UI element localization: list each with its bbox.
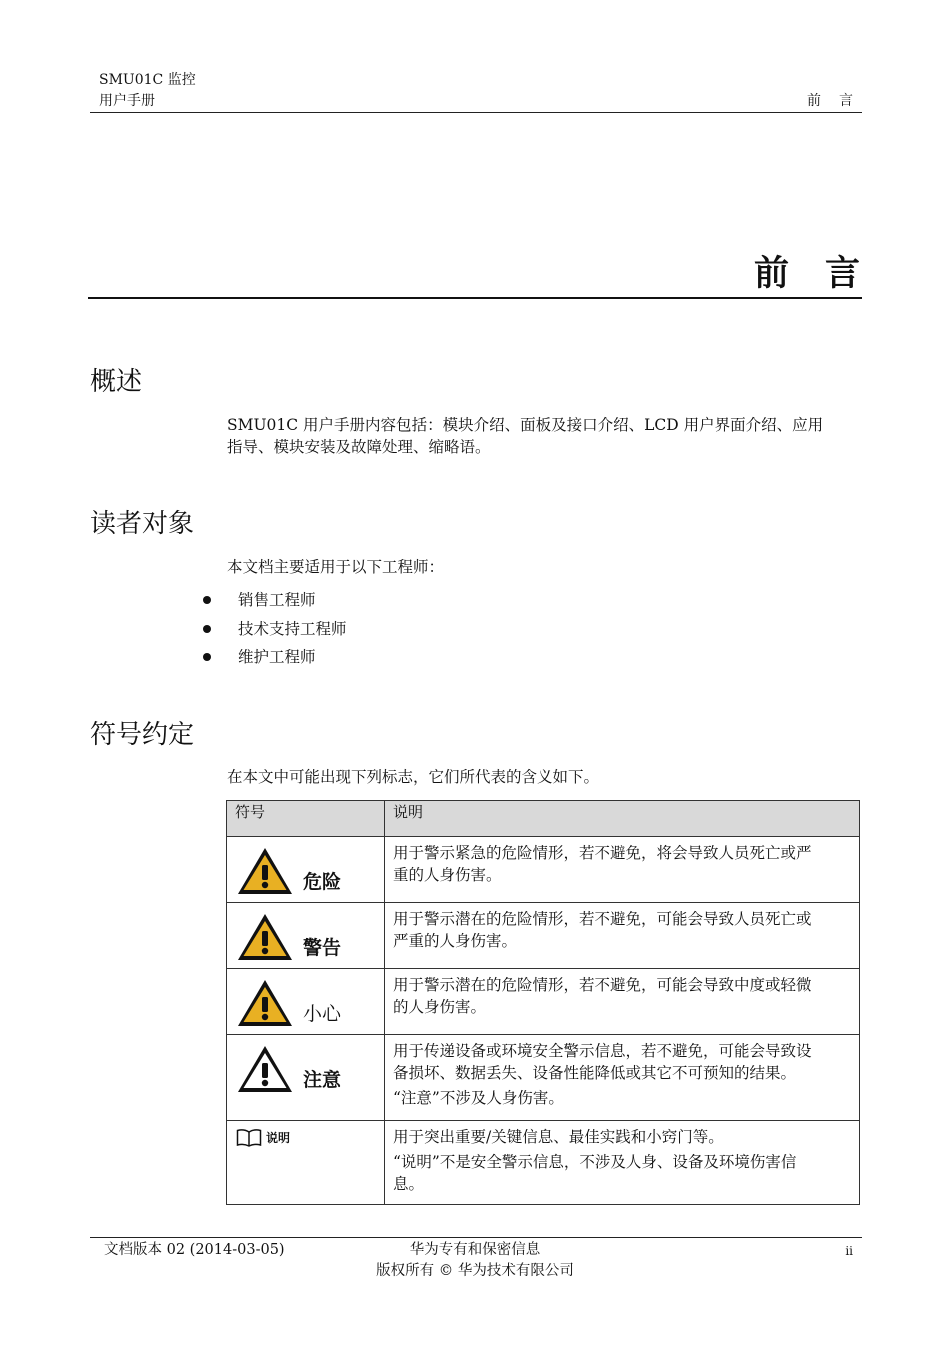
list-item: 销售工程师 bbox=[203, 589, 347, 618]
symbol-cell bbox=[227, 903, 385, 969]
audience-list bbox=[203, 589, 347, 675]
table-row bbox=[227, 969, 860, 1035]
symbol-label: 警告 bbox=[303, 937, 342, 959]
header-section: 前言 bbox=[807, 93, 871, 109]
list-item: 维护工程师 bbox=[203, 646, 347, 675]
symbol-cell bbox=[227, 969, 385, 1035]
bullet-icon bbox=[203, 625, 211, 633]
footer-confidential: 华为专有和保密信息 bbox=[409, 1242, 541, 1258]
chapter-rule bbox=[88, 297, 862, 299]
overview-body-line1: SMU01C 用户手册内容包括：模块介绍、面板及接口介绍、LCD 用户界面介绍、应用 bbox=[227, 416, 824, 434]
header-product: SMU01C 监控 bbox=[99, 72, 196, 88]
symbol-cell bbox=[227, 1035, 385, 1121]
symbol-cell bbox=[227, 837, 385, 903]
overview-heading: 概述 bbox=[90, 367, 143, 397]
chapter-title: 前言 bbox=[753, 254, 896, 294]
audience-intro: 本文档主要适用于以下工程师： bbox=[227, 558, 445, 576]
table-row bbox=[227, 1035, 860, 1121]
header-doc-type: 用户手册 bbox=[99, 93, 155, 109]
footer-rule bbox=[90, 1237, 862, 1238]
overview-body-line2: 指导、模块安装及故障处理、缩略语。 bbox=[227, 438, 491, 456]
description-cell: 用于传递设备或环境安全警示信息，若不避免，可能会导致设 备损坏、数据丢失、设备性能降低或其它不可预知的结果。 “注意”不涉及人身伤害。 bbox=[385, 1035, 860, 1121]
symbol-label: 危险 bbox=[303, 871, 342, 893]
column-header-symbol: 符号 bbox=[227, 801, 385, 837]
conventions-heading: 符号约定 bbox=[90, 720, 195, 750]
header-rule bbox=[90, 112, 862, 113]
description-cell: 用于警示潜在的危险情形，若不避免，可能会导致中度或轻微 的人身伤害。 bbox=[385, 969, 860, 1035]
conventions-intro: 在本文中可能出现下列标志，它们所代表的含义如下。 bbox=[227, 768, 600, 786]
description-cell: 用于警示紧急的危险情形，若不避免，将会导致人员死亡或严 重的人身伤害。 bbox=[385, 837, 860, 903]
symbol-label: 注意 bbox=[303, 1069, 342, 1091]
footer-copyright: 版权所有 © 华为技术有限公司 bbox=[376, 1263, 574, 1279]
symbol-cell bbox=[227, 1121, 385, 1205]
bullet-icon bbox=[203, 596, 211, 604]
bullet-icon bbox=[203, 653, 211, 661]
warning-triangle-icon bbox=[236, 1044, 294, 1094]
footer-version: 文档版本 02 (2014-03-05) bbox=[104, 1242, 285, 1258]
description-cell: 用于警示潜在的危险情形，若不避免，可能会导致人员死亡或 严重的人身伤害。 bbox=[385, 903, 860, 969]
warning-triangle-icon bbox=[236, 978, 294, 1028]
symbol-conventions-table bbox=[226, 800, 860, 1205]
warning-triangle-icon bbox=[236, 846, 294, 896]
open-book-icon bbox=[236, 1128, 262, 1148]
symbol-label: 小心 bbox=[303, 1003, 342, 1025]
column-header-description: 说明 bbox=[385, 801, 860, 837]
warning-triangle-icon bbox=[236, 912, 294, 962]
table-header-row bbox=[227, 801, 860, 837]
table-row bbox=[227, 903, 860, 969]
list-item: 技术支持工程师 bbox=[203, 618, 347, 647]
table-row bbox=[227, 837, 860, 903]
table-row bbox=[227, 1121, 860, 1205]
symbol-label: 说明 bbox=[266, 1131, 291, 1145]
audience-heading: 读者对象 bbox=[90, 509, 195, 539]
description-cell: 用于突出重要/关键信息、最佳实践和小窍门等。 “说明”不是安全警示信息，不涉及人身、设备及环境伤害信 息。 bbox=[385, 1121, 860, 1205]
footer-page-number: ii bbox=[845, 1244, 853, 1258]
